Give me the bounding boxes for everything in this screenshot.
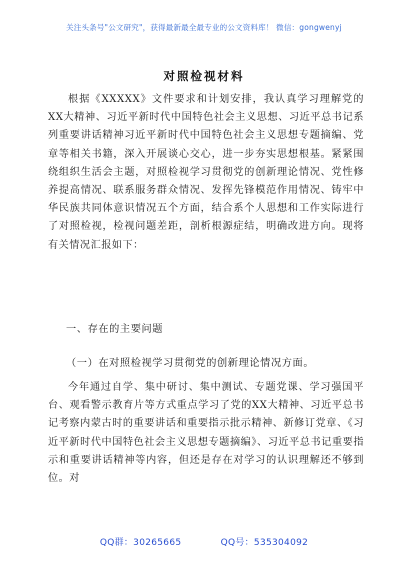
header-banner: 关注头条号"公文研究"，获得最新最全最专业的公文资料库！ 微信：gongwenyj	[66, 23, 342, 32]
document-title: 对照检视材料	[163, 69, 245, 83]
section-heading: 一、存在的主要问题	[66, 324, 164, 335]
body-paragraph: 今年通过自学、集中研讨、集中测试、专题党课、学习强国平台、观看警示教育片等方式重点学习了党的XX大精神、习近平总书记考察内蒙古时的重要讲话和重要指示批示精神、新修订党章、《习近平新时代中国特色社会主义思想专题摘编》、习近平总书记重要指示和重要讲话精神等内容，但还是存在对学习的认识理解还不够到位。对	[48, 382, 364, 485]
footer-qq-group: QQ群：30265665	[99, 538, 182, 548]
footer-qq: QQ号：535304092	[220, 538, 309, 548]
sub-heading: （一）在对照检视学习贯彻党的创新理论情况方面。	[66, 358, 315, 369]
footer-contacts	[0, 535, 408, 548]
intro-paragraph: 根据《XXXXX》文件要求和计划安排，我认真学习理解党的XX大精神、习近平新时代中国特色社会主义思想、习近平总书记系列重要讲话精神习近平新时代中国特色社会主义思想专题摘编、党章等相关书籍，深入开展谈心交心，进一步夯实思想根基。紧紧围绕组织生活会主题，对照检视学习贯彻党的创新理论情况、党性修养提高情况、联系服务群众情况、发挥先锋模范作用情况、铸牢中华民族共同体意识情况五个方面，结合系个人思想和工作实际进行了对照检视，检视问题差距，剖析根源症结，明确改进方向。现将有关情况汇报如下：	[48, 94, 364, 251]
